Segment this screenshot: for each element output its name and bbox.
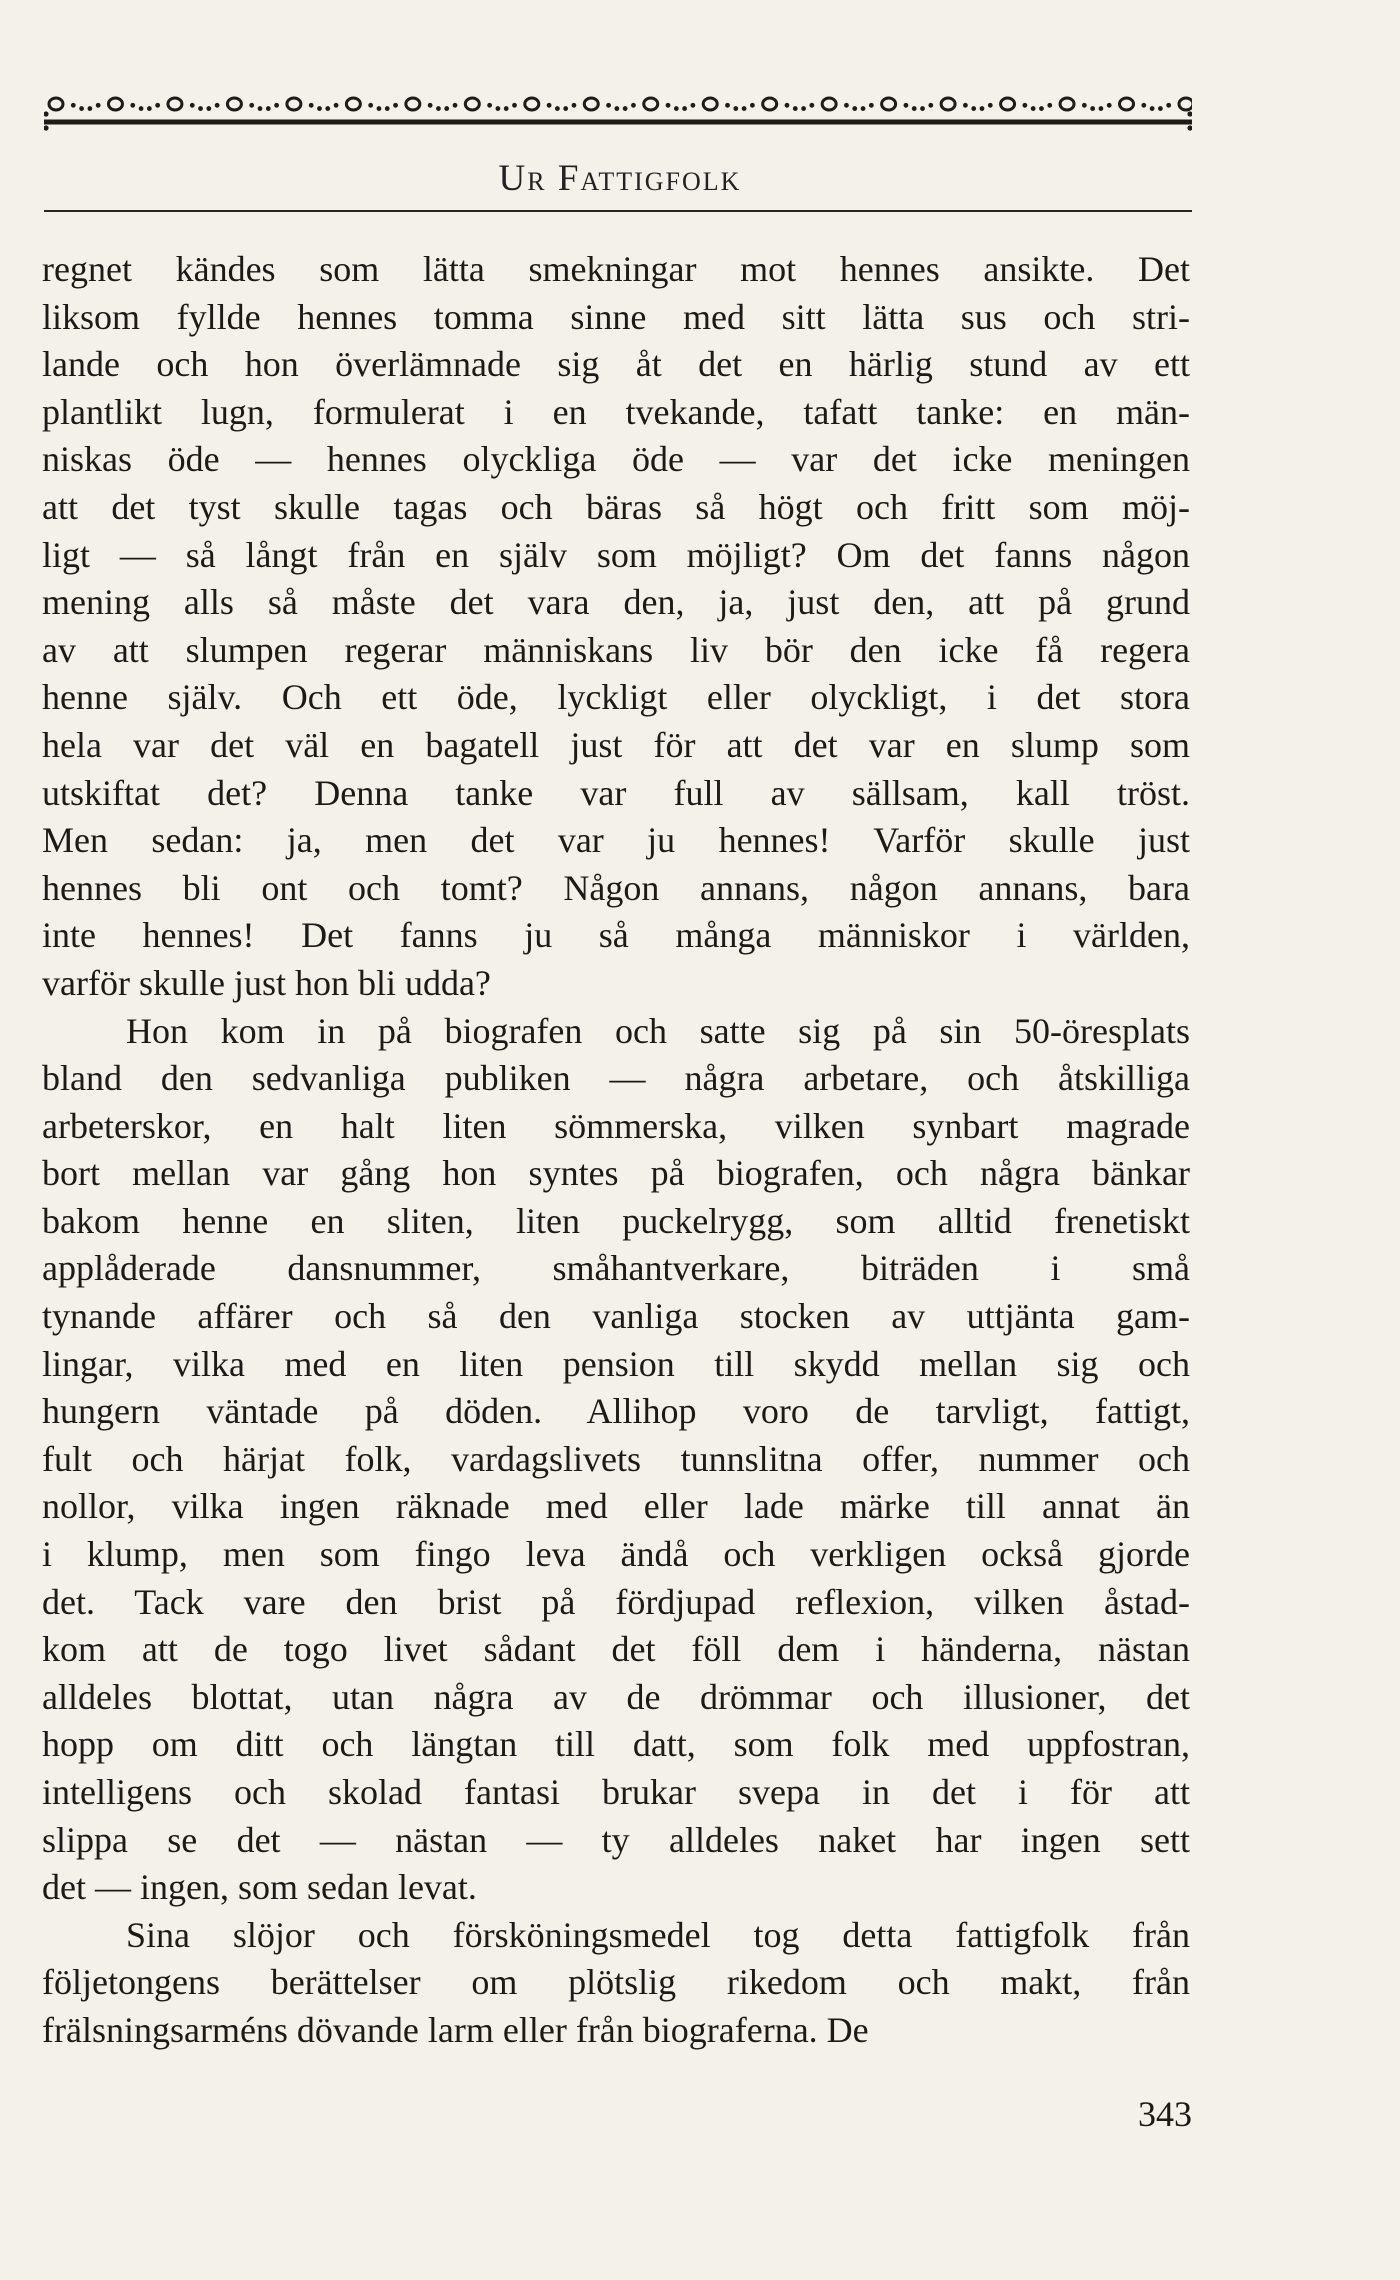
paragraph [42, 1912, 1190, 2055]
ornament-dot [725, 103, 730, 108]
ornament-ring [406, 98, 420, 110]
ornament-dot [920, 106, 925, 111]
text-line: i klump, men som fingo leva ändå och verkligen också gjorde [42, 1534, 1190, 1575]
running-head: Ur Fattigfolk [498, 158, 742, 199]
ornament-dot [631, 103, 636, 108]
ornament-dot [869, 103, 874, 108]
ornament-dot [258, 106, 263, 111]
text-line: henne själv. Och ett öde, lyckligt eller olyckligt, i det stora [42, 677, 1190, 718]
ornament-dot [334, 103, 339, 108]
decorative-header-border [44, 78, 1192, 136]
ornament-dot [1166, 103, 1171, 108]
ornament-dot [555, 106, 560, 111]
ornament-ring [703, 98, 717, 110]
ornament-ring [465, 98, 479, 110]
text-line: följetongens berättelser om plötslig rikedom och makt, från [42, 1962, 1190, 2003]
ornament-dot [844, 103, 849, 108]
text-line: Sina slöjor och försköningsmedel tog detta fattigfolk från [126, 1914, 1190, 1955]
ornament-ring [1179, 98, 1192, 110]
ornament-ring [822, 98, 836, 110]
ornament-dot [606, 103, 611, 108]
text-line: det. Tack vare den brist på fördjupad reflexion, vilken åstad- [42, 1581, 1190, 1622]
ornament-dot [1082, 103, 1087, 108]
ornament-dot [988, 103, 993, 108]
text-line: Hon kom in på biografen och satte sig på sin 50-öresplats [126, 1010, 1190, 1051]
ornament-dot [572, 103, 577, 108]
ornament-dot [861, 106, 866, 111]
ornament-dot [377, 106, 382, 111]
ornament-dot [742, 106, 747, 111]
ornament-ring [168, 98, 182, 110]
text-line: lande och hon överlämnade sig åt det en härlig stund av ett [42, 344, 1190, 385]
ornament-dot [750, 103, 755, 108]
text-line: inte hennes! Det fanns ju så många människor i världen, [42, 915, 1190, 956]
ornament-dot [1150, 106, 1155, 111]
text-line: slippa se det — nästan — ty alldeles naket har ingen sett [42, 1819, 1190, 1860]
ornament-dot [496, 106, 501, 111]
ornament-dot [190, 103, 195, 108]
text-line: nollor, vilka ingen räknade med eller lade märke till annat än [42, 1486, 1190, 1527]
text-line: lingar, vilka med en liten pension till skydd mellan sig och [42, 1343, 1190, 1384]
ornament-dot [436, 106, 441, 111]
ornament-dot [666, 103, 671, 108]
ornament-dot [453, 103, 458, 108]
ornament-dot [428, 103, 433, 108]
ornament-dot [317, 106, 322, 111]
ornament-ring [49, 98, 63, 110]
ornament-dot [79, 106, 84, 111]
text-line: att det tyst skulle tagas och bäras så högt och fritt som möj- [42, 486, 1190, 527]
text-line: hennes bli ont och tomt? Någon annans, någon annans, bara [42, 867, 1190, 908]
text-line: arbeterskor, en halt liten sömmerska, vilken synbart magrade [42, 1105, 1190, 1146]
ornament-dot [563, 106, 568, 111]
text-line: applåderade dansnummer, småhantverkare, biträden i små [42, 1248, 1190, 1289]
text-line: Men sedan: ja, men det var ju hennes! Varför skulle just [42, 820, 1190, 861]
ornament-dot [809, 103, 814, 108]
ornament-dot [393, 103, 398, 108]
text-line: plantlikt lugn, formulerat i en tvekande, tafatt tanke: en män- [42, 391, 1190, 432]
ornament-dot [793, 106, 798, 111]
ornament-dot [198, 106, 203, 111]
text-line: liksom fyllde hennes tomma sinne med sitt lätta sus och stri- [42, 296, 1190, 337]
text-line: hopp om ditt och längtan till datt, som folk med uppfostran, [42, 1724, 1190, 1765]
ornament-dot [1099, 106, 1104, 111]
ornament-dot [309, 103, 314, 108]
ornament-dot [87, 106, 92, 111]
ornament-dot [385, 106, 390, 111]
text-line: hela var det väl en bagatell just för att det var en slump som [42, 724, 1190, 765]
ornament-dot [912, 106, 917, 111]
ornament-corner-dot [1187, 111, 1192, 116]
ornament-dot [274, 103, 279, 108]
ornament-dot [682, 106, 687, 111]
ornament-ring [644, 98, 658, 110]
text-line: av att slumpen regerar människans liv bör den icke få regera [42, 629, 1190, 670]
ornament-dot [368, 103, 373, 108]
ornament-dot [1039, 106, 1044, 111]
ornament-ring [584, 98, 598, 110]
ornament-dot [733, 106, 738, 111]
ornament-dot [1141, 103, 1146, 108]
ornament-dot [1107, 103, 1112, 108]
ornament-corner-dot [44, 125, 49, 130]
ornament-ring [1060, 98, 1074, 110]
ornament-dot [674, 106, 679, 111]
ornament-ring [1120, 98, 1134, 110]
ornament-dot [785, 103, 790, 108]
text-line: alldeles blottat, utan några av de drömmar och illusioner, det [42, 1676, 1190, 1717]
ornament-dot [444, 106, 449, 111]
text-line: regnet kändes som lätta smekningar mot hennes ansikte. Det [42, 249, 1190, 289]
ornament-dot [1158, 106, 1163, 111]
text-line: varför skulle just hon bli udda? [42, 962, 491, 1003]
ornament-dot [1090, 106, 1095, 111]
ornament-dot [980, 106, 985, 111]
text-line: ligt — så långt från en själv som möjligt? Om det fanns någon [42, 534, 1190, 575]
ornament-dot [1031, 106, 1036, 111]
paragraph [42, 246, 1190, 1008]
ornament-ring [108, 98, 122, 110]
ornament-dot [249, 103, 254, 108]
ornament-dot [139, 106, 144, 111]
ornament-svg [44, 78, 1192, 136]
ornament-dot [547, 103, 552, 108]
ornament-ring [227, 98, 241, 110]
ornament-dot [852, 106, 857, 111]
ornament-dot [206, 106, 211, 111]
ornament-corner-dot [44, 111, 49, 116]
ornament-dot [147, 106, 152, 111]
ornament-ring [287, 98, 301, 110]
text-line: intelligens och skolad fantasi brukar svepa in det i för att [42, 1772, 1190, 1812]
ornament-dot [504, 106, 509, 111]
ornament-dot [623, 106, 628, 111]
ornament-dot [487, 103, 492, 108]
text-line: det — ingen, som sedan levat. [42, 1867, 477, 1908]
ornament-ring [1001, 98, 1015, 110]
ornament-dot [215, 103, 220, 108]
text-line: bakom henne en sliten, liten puckelrygg, som alltid frenetiskt [42, 1200, 1190, 1241]
text-line: hungern väntade på döden. Allihop voro de tarvligt, fattigt, [42, 1391, 1190, 1432]
ornament-dot [130, 103, 135, 108]
ornament-ring [346, 98, 360, 110]
ornament-dot [904, 103, 909, 108]
ornament-dot [325, 106, 330, 111]
text-line: fult och härjat folk, vardagslivets tunnslitna offer, nummer och [42, 1438, 1190, 1479]
ornament-dot [614, 106, 619, 111]
text-line: utskiftat det? Denna tanke var full av sällsam, kall tröst. [42, 772, 1190, 813]
ornament-dot [801, 106, 806, 111]
text-line: niskas öde — hennes olyckliga öde — var det icke meningen [42, 439, 1190, 480]
ornament-dot [1022, 103, 1027, 108]
ornament-dot [512, 103, 517, 108]
ornament-dot [96, 103, 101, 108]
text-line: mening alls så måste det vara den, ja, just den, att på grund [42, 582, 1190, 623]
ornament-ring [941, 98, 955, 110]
ornament-dot [691, 103, 696, 108]
ornament-ring [525, 98, 539, 110]
ornament-corner-dot [1187, 125, 1192, 130]
text-line: kom att de togo livet sådant det föll dem i händerna, nästan [42, 1629, 1190, 1670]
ornament-dot [971, 106, 976, 111]
body-text [42, 246, 1190, 2055]
ornament-dot [155, 103, 160, 108]
ornament-dot [266, 106, 271, 111]
ornament-dot [1047, 103, 1052, 108]
text-line: bort mellan var gång hon syntes på biografen, och några bänkar [42, 1153, 1190, 1194]
header-rule [44, 210, 1192, 212]
text-line: bland den sedvanliga publiken — några arbetare, och åtskilliga [42, 1058, 1190, 1099]
page-number: 343 [1138, 2094, 1192, 2134]
ornament-dot [71, 103, 76, 108]
ornament-ring [763, 98, 777, 110]
text-line: frälsningsarméns dövande larm eller från biograferna. De [42, 2009, 869, 2050]
ornament-dot [928, 103, 933, 108]
ornament-dot [963, 103, 968, 108]
paragraph [42, 1008, 1190, 1912]
ornament-ring [882, 98, 896, 110]
text-line: tynande affärer och så den vanliga stocken av uttjänta gam- [42, 1296, 1190, 1337]
